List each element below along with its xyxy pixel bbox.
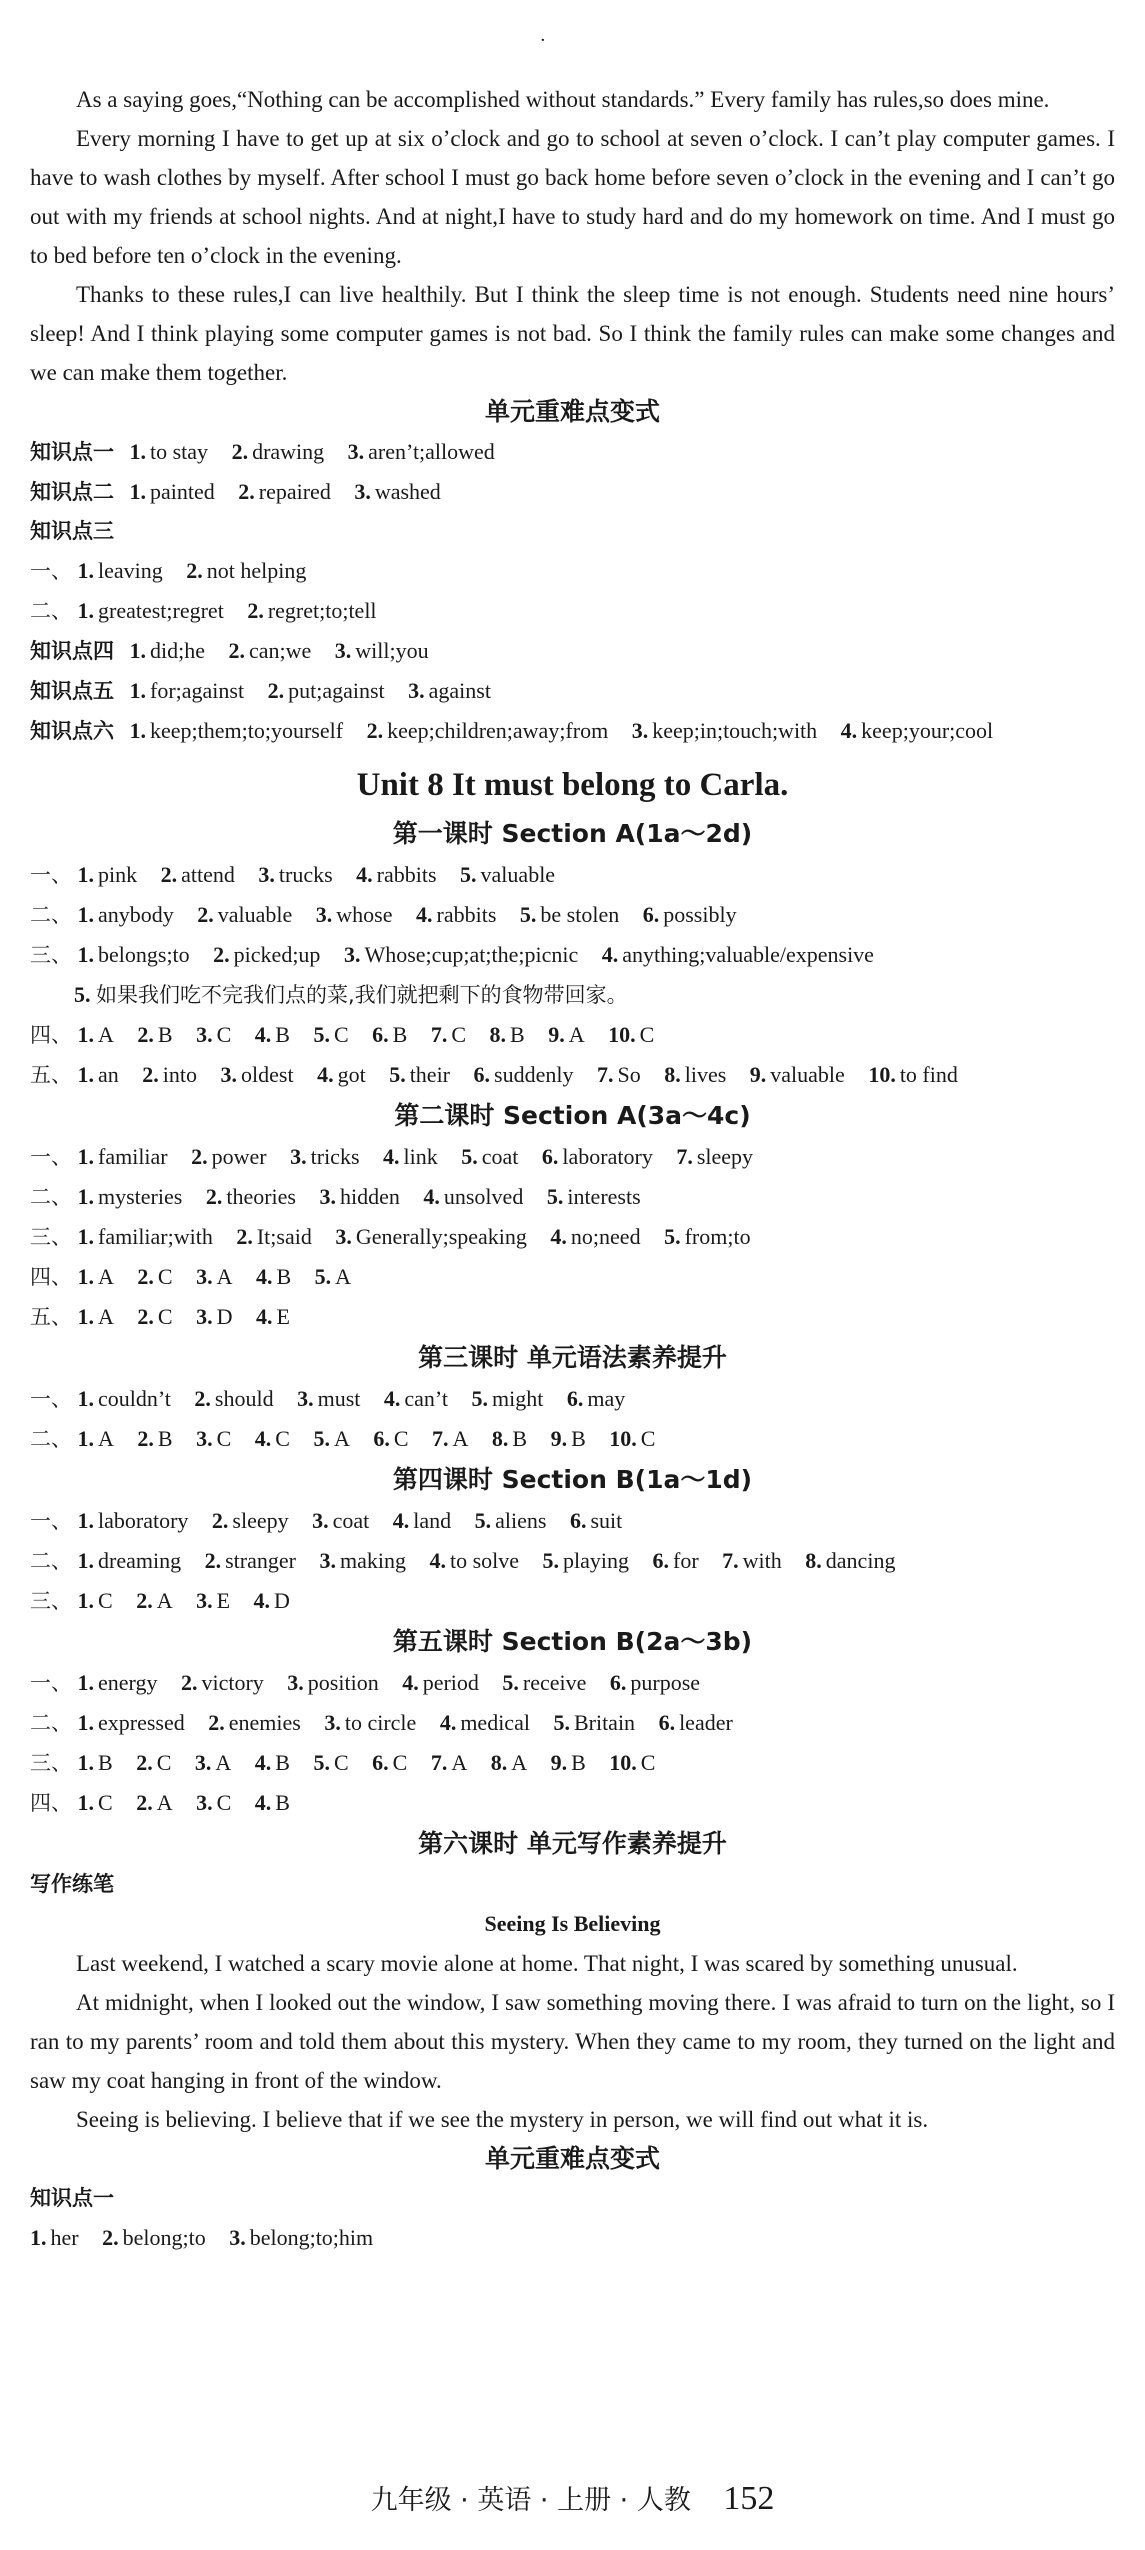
knowledge-point-row: 知识点四 1. did;he 2. can;we 3. will;you <box>30 638 429 663</box>
kp-label: 知识点三 <box>30 519 114 543</box>
answer-row: 四、 1. A 2. B 3. C 4. B 5. C 6. B 7. C 8. B 9. A 10. C <box>30 1022 655 1047</box>
essay-title: Seeing Is Believing <box>484 1911 661 1936</box>
passage-paragraph: Thanks to these rules,I can live healthily. But I think the sleep time is not enough. Students need nine hours’ sleep! And I think playing some computer games is not bad. So I think the family rules can make some changes and we can make them together. <box>30 282 1115 385</box>
answer: pink <box>98 862 138 887</box>
lesson-title: 第四课时 Section B(1a～1d) <box>392 1465 753 1494</box>
answer: against <box>428 678 491 703</box>
answer-row: 三、 1. B 2. C 3. A 4. B 5. C 6. C 7. A 8. A 9. B 10. C <box>30 1750 656 1775</box>
answer-row: 二、 1. A 2. B 3. C 4. C 5. A 6. C 7. A 8. B 9. B 10. C <box>30 1426 656 1451</box>
passage-paragraph: As a saying goes,“Nothing can be accomplished without standards.” Every family has rules,so does mine. <box>76 87 1050 112</box>
answer: attend <box>181 862 235 887</box>
knowledge-point-row: 知识点二 1. painted 2. repaired 3. washed <box>30 479 441 504</box>
answer: belongs;to <box>98 942 190 967</box>
answer: leaving <box>98 558 163 583</box>
answer: keep;them;to;yourself <box>150 718 344 743</box>
answer: to stay <box>150 439 209 464</box>
answer: for;against <box>150 678 245 703</box>
answer-row: 五、 1. A 2. C 3. D 4. E <box>30 1304 290 1329</box>
answer: possibly <box>663 902 737 927</box>
answer: aren’t;allowed <box>368 439 495 464</box>
answer: anybody <box>98 902 174 927</box>
answer: whose <box>336 902 393 927</box>
passage-paragraph: Every morning I have to get up at six o’clock and go to school at seven o’clock. I can’t play computer games. I have to wash clothes by myself. After school I must go back home before seven o’clock in the evening and I can’t go out with my friends at school nights. And at night,I have to study hard and do my homework on time. And I must go to bed before ten o’clock in the evening. <box>30 126 1115 268</box>
essay-paragraph: Seeing is believing. I believe that if we see the mystery in person, we will find out what it is. <box>76 2107 929 2132</box>
answer: drawing <box>252 439 325 464</box>
answer-row: 三、 1. familiar;with 2. It;said 3. Generally;speaking 4. no;need 5. from;to <box>30 1224 751 1249</box>
answer: valuable <box>217 902 293 927</box>
page-number: 152 <box>723 2480 775 2517</box>
top-dot: · <box>540 30 546 51</box>
translation-answer: 如果我们吃不完我们点的菜,我们就把剩下的食物带回家。 <box>96 983 628 1007</box>
answer-row: 5. 如果我们吃不完我们点的菜,我们就把剩下的食物带回家。 <box>74 982 628 1007</box>
family-rules-passage <box>30 80 1115 392</box>
answer: will;you <box>355 638 429 663</box>
answer-row: 四、 1. A 2. C 3. A 4. B 5. A <box>30 1264 352 1289</box>
kp-label: 知识点二 <box>30 480 114 504</box>
kp-label: 知识点五 <box>30 679 114 703</box>
answer-row: 二、 1. expressed 2. enemies 3. to circle 4. medical 5. Britain 6. leader <box>30 1710 733 1735</box>
essay-paragraph: At midnight, when I looked out the window, I saw something moving there. I was afraid to turn on the light, so I ran to my parents’ room and told them about this mystery. When they came to my room, they turned on the light and saw my coat hanging in front of the window. <box>30 1990 1115 2093</box>
section-heading: 单元重难点变式 <box>484 2144 660 2173</box>
answer: greatest;regret <box>98 598 224 623</box>
answer: regret;to;tell <box>267 598 377 623</box>
unit-title: Unit 8 It must belong to Carla. <box>356 767 789 803</box>
answer: picked;up <box>233 942 321 967</box>
lesson-title: 第一课时 Section A(1a～2d) <box>392 819 753 848</box>
lesson-title: 第五课时 Section B(2a～3b) <box>392 1627 753 1656</box>
answer: repaired <box>258 479 331 504</box>
answer: did;he <box>150 638 205 663</box>
answer: Whose;cup;at;the;picnic <box>364 942 579 967</box>
unit8-section <box>30 757 1115 2257</box>
page-content <box>30 80 1115 2257</box>
lesson-title: 第二课时 Section A(3a～4c) <box>394 1101 751 1130</box>
page-footer <box>0 2478 1145 2518</box>
answer-row: 一、 1. pink 2. attend 3. trucks 4. rabbits 5. valuable <box>30 862 556 887</box>
answer-row: 一、 1. familiar 2. power 3. tricks 4. link 5. coat 6. laboratory 7. sleepy <box>30 1144 754 1169</box>
kp-label: 知识点一 <box>30 2186 114 2210</box>
answer: anything;valuable/expensive <box>622 942 874 967</box>
answer: keep;children;away;from <box>387 718 609 743</box>
answer: valuable <box>480 862 556 887</box>
knowledge-point-row: 知识点六 1. keep;them;to;yourself 2. keep;children;away;from 3. keep;in;touch;with 4. keep;your;cool <box>30 718 994 743</box>
answer-row: 二、 1. mysteries 2. theories 3. hidden 4. unsolved 5. interests <box>30 1184 641 1209</box>
knowledge-point-row: 知识点一 1. to stay 2. drawing 3. aren’t;allowed <box>30 439 495 464</box>
answer: put;against <box>288 678 385 703</box>
answer-row: 一、 1. leaving 2. not helping <box>30 558 307 583</box>
essay-paragraph: Last weekend, I watched a scary movie alone at home. That night, I was scared by something unusual. <box>76 1951 1018 1976</box>
answer: can;we <box>249 638 312 663</box>
answer: not helping <box>206 558 307 583</box>
answer-row: 二、 1. greatest;regret 2. regret;to;tell <box>30 598 377 623</box>
answer-row: 二、 1. dreaming 2. stranger 3. making 4. to solve 5. playing 6. for 7. with 8. dancing <box>30 1548 896 1573</box>
answer-row: 一、 1. couldn’t 2. should 3. must 4. can’t 5. might 6. may <box>30 1386 626 1411</box>
answer-row: 一、 1. laboratory 2. sleepy 3. coat 4. land 5. aliens 6. suit <box>30 1508 623 1533</box>
answer: be stolen <box>540 902 620 927</box>
answer-row: 三、 1. belongs;to 2. picked;up 3. Whose;cup;at;the;picnic 4. anything;valuable/expensive <box>30 942 874 967</box>
lesson-title: 第三课时 单元语法素养提升 <box>418 1343 727 1372</box>
answer: keep;your;cool <box>861 718 994 743</box>
answer: rabbits <box>376 862 437 887</box>
answer-row: 1. her 2. belong;to 3. belong;to;him <box>30 2225 374 2250</box>
answer: rabbits <box>436 902 497 927</box>
unit7-review-section <box>30 392 1115 751</box>
knowledge-point-row: 知识点五 1. for;against 2. put;against 3. against <box>30 678 491 703</box>
answer-row: 五、 1. an 2. into 3. oldest 4. got 5. their 6. suddenly 7. So 8. lives 9. valuable 10. to find <box>30 1062 958 1087</box>
answer: washed <box>374 479 441 504</box>
answer-row: 三、 1. C 2. A 3. E 4. D <box>30 1588 290 1613</box>
answer: painted <box>150 479 215 504</box>
section-heading: 单元重难点变式 <box>484 397 660 426</box>
answer-row: 四、 1. C 2. A 3. C 4. B <box>30 1790 290 1815</box>
answer: trucks <box>278 862 333 887</box>
answer-row: 二、 1. anybody 2. valuable 3. whose 4. rabbits 5. be stolen 6. possibly <box>30 902 737 927</box>
kp-label: 知识点一 <box>30 440 114 464</box>
answer-row: 一、 1. energy 2. victory 3. position 4. period 5. receive 6. purpose <box>30 1670 701 1695</box>
answer: keep;in;touch;with <box>652 718 818 743</box>
book-info: 九年级 · 英语 · 上册 · 人教 <box>370 2485 691 2516</box>
writing-label: 写作练笔 <box>30 1872 114 1896</box>
lesson-title: 第六课时 单元写作素养提升 <box>418 1829 727 1858</box>
kp-label: 知识点六 <box>30 719 114 743</box>
kp-label: 知识点四 <box>30 639 114 663</box>
